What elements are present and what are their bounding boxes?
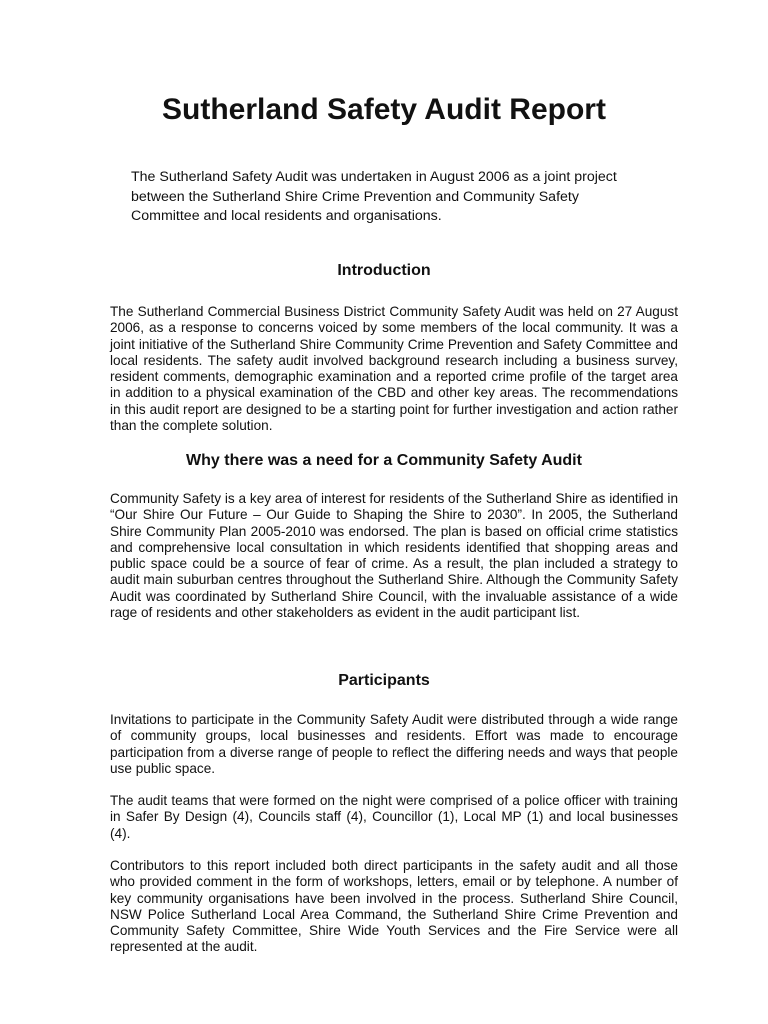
- need-paragraph: Community Safety is a key area of interest for residents of the Sutherland Shire as identified in “Our Shire Our Future – Our Guide to Shaping the Shire to 2030”. In 2005, the Sutherland Shire Community Plan 2005-2010 was endorsed. The plan is based on official crime statistics and comprehensive local consultation in which residents identified that shopping areas and public space could be a source of fear of crime. As a result, the plan included a strategy to audit main suburban centres throughout the Sutherland Shire. Although the Community Safety Audit was coordinated by Sutherland Shire Council, with the invaluable assistance of a wide rage of residents and other stakeholders as evident in the audit participant list.: [110, 491, 678, 621]
- participants-paragraph-invitations: Invitations to participate in the Community Safety Audit were distributed through a wide range of community groups, local businesses and residents. Effort was made to encourage participation from a diverse range of people to reflect the differing needs and ways that people use public space.: [110, 712, 678, 776]
- participants-paragraph-contributors: Contributors to this report included both direct participants in the safety audit and all those who provided comment in the form of workshops, letters, email or by telephone. A number of key community organisations have been involved in the process. Sutherland Shire Council, NSW Police Sutherland Local Area Command, the Sutherland Shire Crime Prevention and Community Safety Committee, Shire Wide Youth Services and the Fire Service were all represented at the audit.: [110, 858, 678, 955]
- document-title: Sutherland Safety Audit Report: [162, 93, 606, 126]
- participants-heading: Participants: [338, 672, 430, 689]
- participants-paragraph-teams: The audit teams that were formed on the night were comprised of a police officer with training in Safer By Design (4), Councils staff (4), Councillor (1), Local MP (1) and local businesses (4).: [110, 793, 678, 841]
- introduction-paragraph: The Sutherland Commercial Business District Community Safety Audit was held on 27 August 2006, as a response to concerns voiced by some members of the local community. It was a joint initiative of the Sutherland Shire Community Crime Prevention and Safety Committee and local residents. The safety audit involved background research including a business survey, resident comments, demographic examination and a reported crime profile of the target area in addition to a physical examination of the CBD and other key areas. The recommendations in this audit report are designed to be a starting point for further investigation and action rather than the complete solution.: [110, 304, 678, 434]
- need-heading: Why there was a need for a Community Safety Audit: [186, 452, 582, 469]
- introduction-heading: Introduction: [337, 262, 431, 279]
- summary-paragraph: The Sutherland Safety Audit was undertaken in August 2006 as a joint project between the Sutherland Shire Crime Prevention and Community Safety Committee and local residents and organisations.: [131, 169, 617, 224]
